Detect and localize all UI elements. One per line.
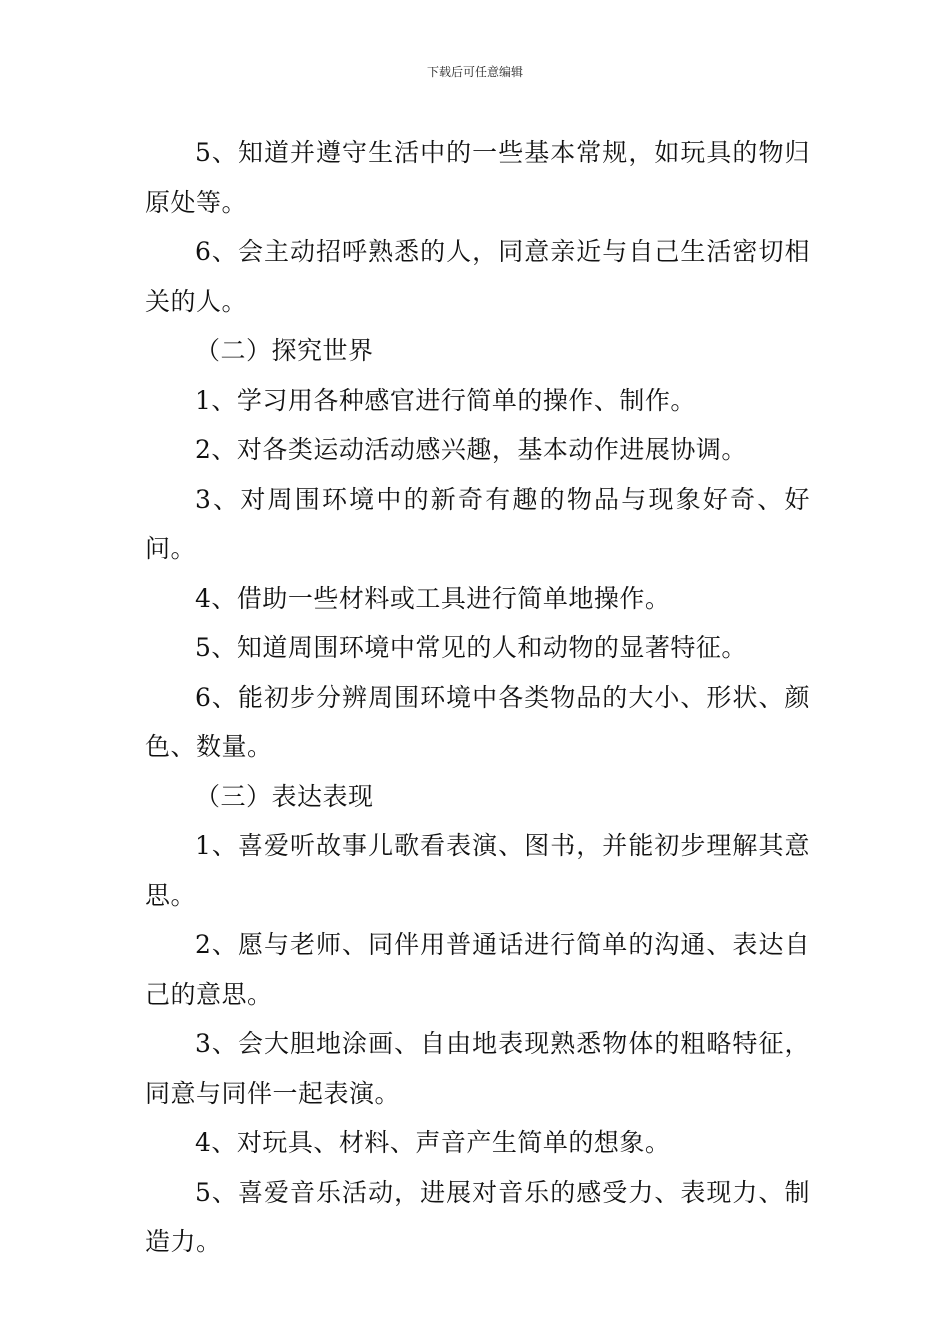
- paragraph: 6、会主动招呼熟悉的人，同意亲近与自己生活密切相关的人。: [145, 237, 810, 316]
- document-body: [145, 128, 810, 1267]
- page-header-note: 下载后可任意编辑: [426, 65, 523, 79]
- paragraph: 3、会大胆地涂画、自由地表现熟悉物体的粗略特征，同意与同伴一起表演。: [145, 1029, 810, 1108]
- paragraph: 1、喜爱听故事儿歌看表演、图书，并能初步理解其意思。: [145, 831, 810, 910]
- paragraph: 5、知道周围环境中常见的人和动物的显著特征。: [195, 633, 747, 662]
- paragraph: 1、学习用各种感官进行简单的操作、制作。: [195, 385, 696, 415]
- paragraph: 5、喜爱音乐活动，进展对音乐的感受力、表现力、制造力。: [145, 1177, 810, 1256]
- paragraph: 4、对玩具、材料、声音产生简单的想象。: [195, 1128, 671, 1157]
- paragraph: 3、对周围环境中的新奇有趣的物品与现象好奇、好问。: [145, 484, 810, 563]
- section-heading: （三）表达表现: [195, 781, 374, 811]
- paragraph: 2、愿与老师、同伴用普通话进行简单的沟通、表达自己的意思。: [145, 930, 810, 1009]
- section-heading: （二）探究世界: [195, 336, 374, 365]
- paragraph: 5、知道并遵守生活中的一些基本常规，如玩具的物归原处等。: [145, 138, 810, 217]
- paragraph: 6、能初步分辨周围环境中各类物品的大小、形状、颜色、数量。: [145, 682, 810, 761]
- paragraph: 2、对各类运动活动感兴趣，基本动作进展协调。: [195, 435, 747, 464]
- paragraph: 4、借助一些材料或工具进行简单地操作。: [195, 583, 671, 613]
